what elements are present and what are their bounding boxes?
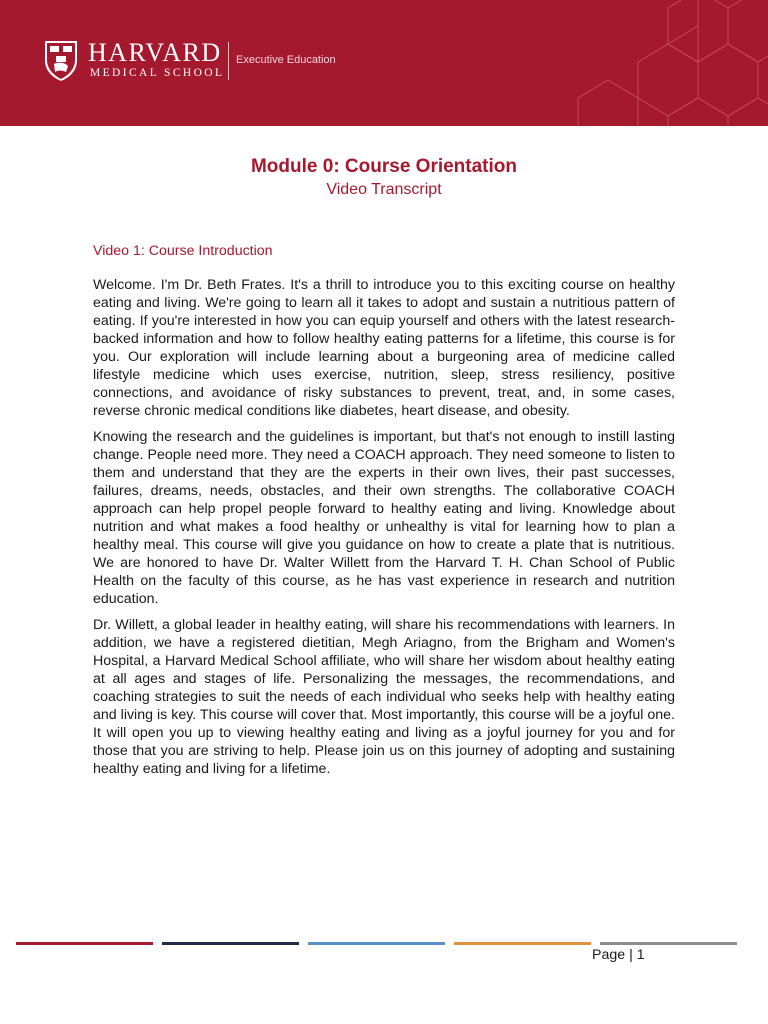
executive-education-label: Executive Education <box>236 54 336 66</box>
footer-line-blue <box>308 942 445 945</box>
transcript-paragraph: Welcome. I'm Dr. Beth Frates. It's a thrill to introduce you to this exciting course on healthy eating and living. We're going to learn all it takes to adopt and sustain a nutritious pattern of eating. If you're interested in how you can equip yourself and others with the latest research-backed information and how to follow healthy eating patterns for a lifetime, this course is for you. Our exploration will include learning about a burgeoning area of medicine called lifestyle medicine which uses exercise, nutrition, sleep, stress resiliency, positive connections, and avoidance of risky substances to prevent, treat, and, in some cases, reverse chronic medical conditions like diabetes, heart disease, and obesity. <box>93 277 675 419</box>
footer-line-orange <box>454 942 591 945</box>
hexagon-pattern-icon <box>468 0 768 126</box>
document-subtitle: Video Transcript <box>326 181 442 198</box>
page-number: Page | 1 <box>592 947 645 963</box>
medical-school-wordmark: MEDICAL SCHOOL <box>90 67 225 79</box>
footer-line-navy <box>162 942 299 945</box>
brand-divider <box>228 42 229 80</box>
footer-line-crimson <box>16 942 153 945</box>
transcript-body <box>93 276 675 786</box>
transcript-paragraph: Dr. Willett, a global leader in healthy eating, will share his recommendations with learners. In addition, we have a registered dietitian, Megh Ariagno, from the Brigham and Women's Hospital, a Harvard Medical School affiliate, who will share her wisdom about healthy eating at all ages and stages of life. Personalizing the messages, the recommendations, and coaching strategies to suit the needs of each individual who seeks help with healthy eating and living is key. This course will cover that. Most importantly, this course will be a joyful one. It will open you up to viewing healthy eating and living as a joyful journey for you and for those that you are striving to help. Please join us on this journey of adopting and sustaining healthy eating and living for a lifetime. <box>93 617 675 777</box>
harvard-shield-icon <box>44 40 78 82</box>
harvard-wordmark: HARVARD <box>88 38 222 67</box>
footer-line-gray <box>600 942 737 945</box>
transcript-paragraph: Knowing the research and the guidelines is important, but that's not enough to instill lasting change. People need more. They need a COACH approach. They need someone to listen to them and understand that they are the experts in their own lives, their past successes, failures, dreams, needs, obstacles, and their own strengths. The collaborative COACH approach can help propel people forward to healthy eating and living. Knowledge about nutrition and what makes a food healthy or unhealthy is vital for learning how to plan a healthy meal. This course will give you guidance on how to create a plate that is nutritious. We are honored to have Dr. Walter Willett from the Harvard T. H. Chan School of Public Health on the faculty of this course, as he has vast experience in research and nutrition education. <box>93 429 675 607</box>
header-banner <box>0 0 768 126</box>
document-title: Module 0: Course Orientation <box>250 156 518 177</box>
section-heading: Video 1: Course Introduction <box>93 243 273 259</box>
